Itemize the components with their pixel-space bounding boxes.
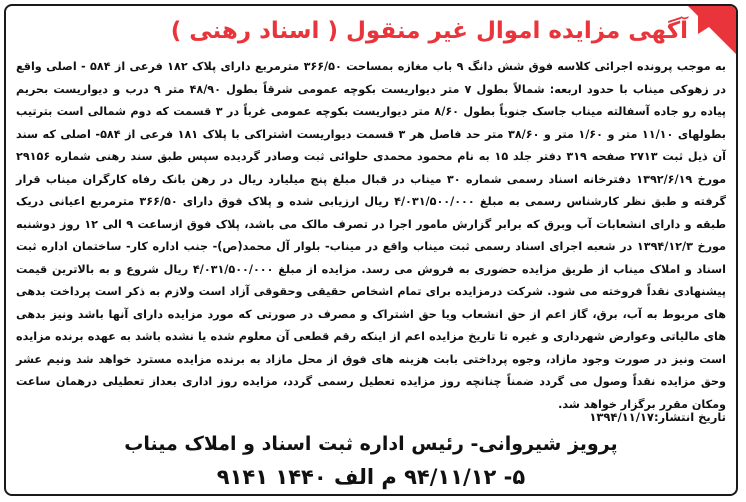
publish-date: تاریخ انتشار:۱۳۹۴/۱۱/۱۷ <box>589 410 726 424</box>
signature-line: پرویز شیروانی- رئیس اداره ثبت اسناد و املاک میناب <box>124 433 618 455</box>
arrow-marker-icon <box>698 16 712 34</box>
notice-body: به موجب پرونده اجرائی کلاسه فوق شش دانگ ۹ باب مغازه بمساحت ۳۶۶/۵۰ مترمربع دارای پلاک ۱۸۲ فرعی از ۵۸۴ - اصلی واقع در زهوکی میناب با حدود اربعه: شمالاً بطول ۷ متر دیواریست بکوچه عمومی شرقاً بطول ۴۸/۹۰ متر ۹ درب و دیواریست بحریم پیاده رو جاده آسفالته میناب جاسک جنوباً بطول ۸/۶۰ متر دیواریست بکوچه عمومی غرباً در ۳ قسمت که دوم شمالی است بترتیب بطولهای ۱۱/۱۰ متر و ۱/۶۰ متر و ۳۸/۶۰ متر حد فاصل هر ۳ قسمت دیواریست اشتراکی با پلاک ۱۸۱ فرعی از ۵۸۴- اصلی که سند آن ذیل ثبت ۲۷۱۳ صفحه ۳۱۹ دفتر جلد ۱۵ به نام محمود محمدی حلوائی ثبت وصادر گردیده سپس طبق سند رهنی شماره ۲۹۱۵۶ مورخ ۱۳۹۲/۶/۱۹ دفترخانه اسناد رسمی شماره ۳۰ میناب در قبال مبلغ پنج میلیارد ریال در رهن بانک رفاه کارگران میناب قرار گرفته و طبق نظر کارشناس رسمی به مبلغ ۴/۰۳۱/۵۰۰/۰۰۰ ریال ارزیابی شده و پلاک فوق دارای ۳۶۶/۵۰ مترمربع اعیانی دریک طبقه و دارای انشعابات آب وبرق که برابر گزارش مامور اجرا در تصرف مالک می باشد، پلاک فوق ازساعت ۹ الی ۱۲ روز دوشنبه مورخ ۱۳۹۴/۱۲/۳ در شعبه اجرای اسناد رسمی ثبت میناب واقع در میناب- بلوار آل محمد(ص)- جنب اداره کار- ساختمان اداره ثبت اسناد و املاک میناب از طریق مزایده حضوری به فروش می رسد. مزایده از مبلغ ۴/۰۳۱/۵۰۰/۰۰۰ ریال شروع و به بالاترین قیمت پیشنهادی نقداً فروخته می شود. شرکت درمزایده برای تمام اشخاص حقیقی وحقوقی آزاد است ولازم به ذکر است پرداخت بدهی های مربوط به آب، برق، گاز اعم از حق انشعاب ویا حق اشتراک و مصرف در صورتی که مورد مزایده دارای آنها باشد ونیز بدهی های مالیاتی وعوارض شهرداری و غیره تا تاریخ مزایده اعم از اینکه رقم قطعی آن معلوم شده یا نشده باشد به عهده برنده مزایده است ونیز در صورت وجود مازاد، وجوه پرداختی بابت هزینه های فوق از محل مازاد به برنده مزایده مسترد خواهد شد ونیم عشر وحق مزایده نقداً وصول می گردد ضمناً چنانچه روز مزایده تعطیل رسمی گردد، مزایده روز اداری بعداز تعطیلی درهمان ساعت ومکان مقرر برگزار خواهد شد. <box>16 60 727 411</box>
notice-frame <box>4 4 738 496</box>
notice-title: آگهی مزایده اموال غیر منقول ( اسناد رهنی ) <box>170 18 688 44</box>
corner-ribbon-icon <box>688 6 736 54</box>
reference-number: ۵- ۹۴/۱۱/۱۲ م الف ۱۴۴۰ ۹۱۴۱ <box>216 465 526 489</box>
